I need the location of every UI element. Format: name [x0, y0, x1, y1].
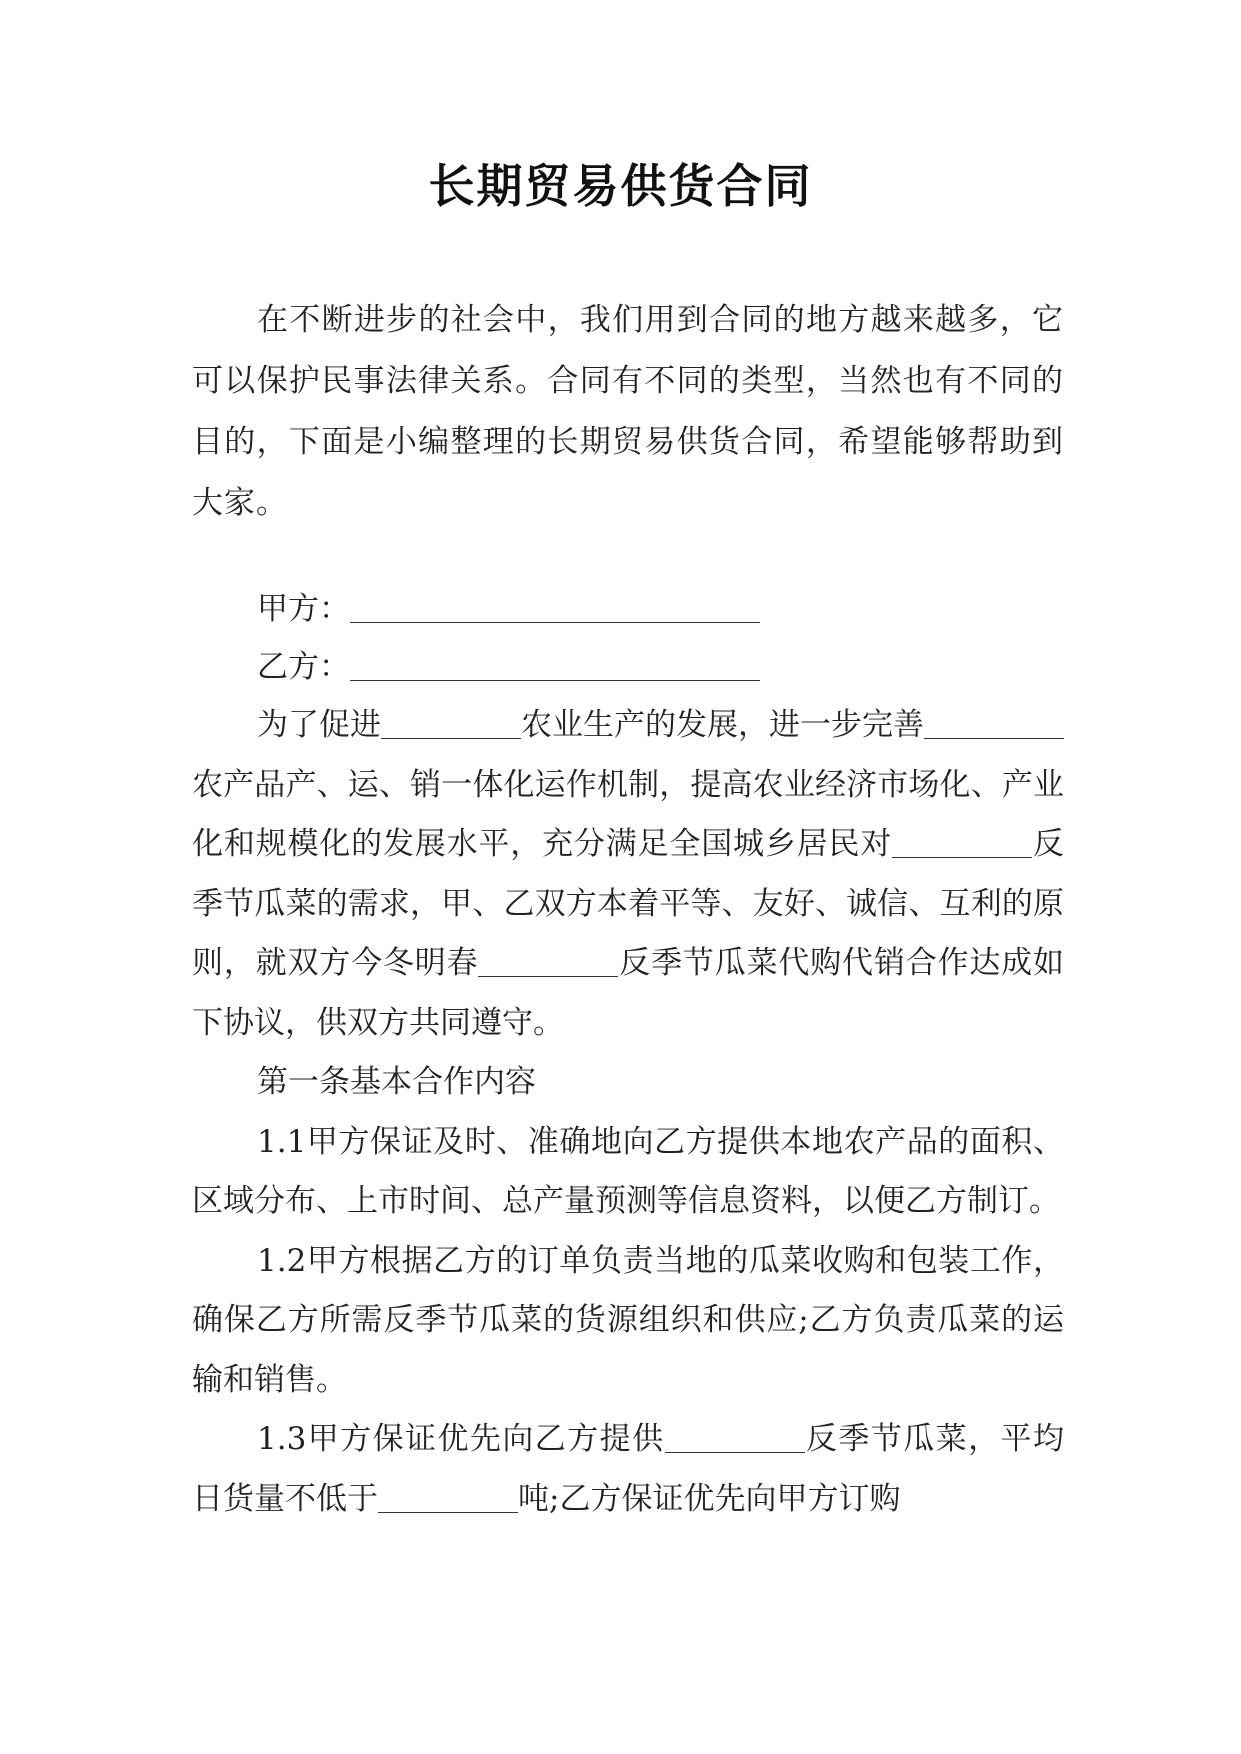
daily-volume-blank — [378, 1481, 518, 1513]
preamble-text-3: 农产品产、运、销一体化运作机制，提高农业经济市场化、产业化和规模化的发展水平，充分满足全国城乡居民对 — [192, 766, 1064, 862]
region-blank-1 — [381, 707, 521, 739]
party-a-label: 甲方： — [257, 591, 350, 627]
intro-paragraph: 在不断进步的社会中，我们用到合同的地方越来越多，它可以保护民事法律关系。合同有不同的类型，当然也有不同的目的，下面是小编整理的长期贸易供货合同，希望能够帮助到大家。 — [192, 302, 1064, 521]
year-blank — [478, 945, 618, 977]
preamble-paragraph — [192, 696, 1064, 1053]
party-b-label: 乙方： — [257, 649, 350, 685]
preamble-text-1: 为了促进 — [257, 707, 381, 743]
preamble-text-4: 反季节瓜菜的需求，甲、乙双方本着平等、友好、诚信、互利的原则，就双方今冬明春 — [192, 826, 1064, 981]
parties-section — [192, 580, 1064, 696]
contract-body — [192, 696, 1064, 1529]
supply-region-blank — [665, 1421, 805, 1453]
preamble-text-2: 农业生产的发展，进一步完善 — [521, 707, 924, 743]
clause-1-1: 1.1甲方保证及时、准确地向乙方提供本地农产品的面积、区域分布、上市时间、总产量预测等信息资料，以便乙方制订。 — [192, 1123, 1064, 1219]
party-b-line — [192, 638, 1064, 696]
article-1-heading: 第一条基本合作内容 — [257, 1064, 536, 1100]
clause-1-3-text-1: 1.3甲方保证优先向乙方提供 — [257, 1421, 665, 1457]
party-b-blank — [350, 649, 760, 681]
party-a-line — [192, 580, 1064, 638]
region-blank-2 — [924, 707, 1064, 739]
clause-1-2: 1.2甲方根据乙方的订单负责当地的瓜菜收购和包装工作，确保乙方所需反季节瓜菜的货源组织和供应;乙方负责瓜菜的运输和销售。 — [192, 1242, 1064, 1398]
intro-section — [192, 290, 1064, 534]
clause-1-3-text-2: 反季节瓜菜，平均日货量不低于 — [192, 1421, 1064, 1517]
preamble-text-5: 反季节瓜菜代购代销合作达成如下协议，供双方共同遵守。 — [192, 945, 1065, 1041]
party-a-blank — [350, 591, 760, 623]
region-blank-3 — [892, 826, 1032, 858]
clause-1-3-text-3: 吨;乙方保证优先向甲方订购 — [518, 1480, 901, 1517]
clause-1-3 — [192, 1410, 1064, 1529]
document-title: 长期贸易供货合同 — [428, 159, 813, 213]
